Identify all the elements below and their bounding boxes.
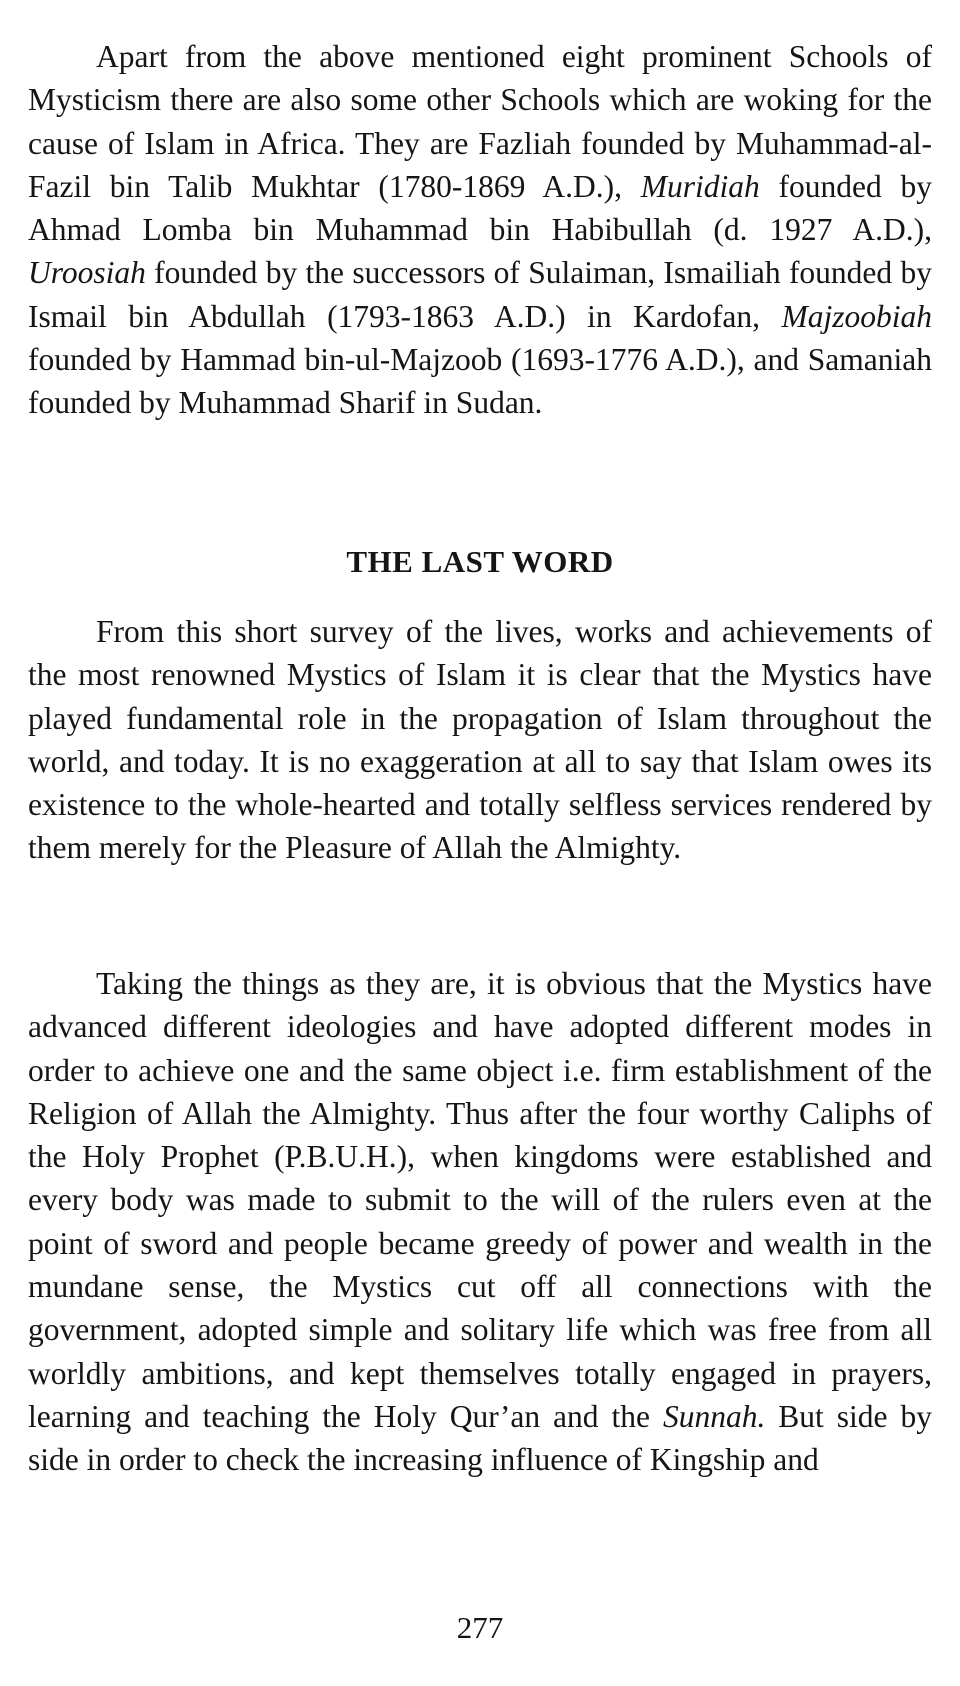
- paragraph-survey: [28, 610, 932, 870]
- paragraph-text: Apart from the above mentioned eight prominent Schools of Mysticism there are also some other Schools which are woking for the cause of Islam in Africa. They are Fazliah founded by Muhammad-al-Fazil bin Talib Mukhtar (1780-1869 A.D.),: [28, 39, 932, 204]
- paragraph-text: Taking the things as they are, it is obvious that the Mystics have advanced different ideologies and have adopted different modes in order to achieve one and the same object i.e. firm establishment of the Religion of Allah the Almighty. Thus after the four worthy Caliphs of the Holy Prophet (P.B.U.H.), when kingdoms were established and every body was made to submit to the will of the rulers even at the point of sword and people became greedy of power and wealth in the mundane sense, the Mystics cut off all connections with the government, adopted simple and solitary life which was free from all worldly ambitions, and kept themselves totally engaged in prayers, learning and teaching the Holy Qur’an and the: [28, 966, 932, 1434]
- italic-term-majzoobiah: Majzoobiah: [781, 298, 932, 334]
- paragraph-text: founded by the successors of Sulaiman, Ismailiah founded by Ismail bin Abdullah (1793-1863 A.D.) in Kardofan,: [28, 255, 932, 334]
- italic-term-muridiah: Muridiah: [640, 168, 760, 204]
- paragraph-ideologies: [28, 962, 932, 1482]
- paragraph-text: From this short survey of the lives, works and achievements of the most renowned Mystics of Islam it is clear that the Mystics have played fundamental role in the propagation of Islam throughout the world, and today. It is no exaggeration at all to say that Islam owes its existence to the whole-hearted and totally selfless services rendered by them merely for the Pleasure of Allah the Almighty.: [28, 614, 932, 866]
- section-heading: THE LAST WORD: [346, 544, 614, 579]
- paragraph-other-schools: [28, 35, 932, 425]
- italic-term-sunnah: Sunnah.: [662, 1398, 766, 1434]
- paragraph-text: founded by Hammad bin-ul-Majzoob (1693-1776 A.D.), and Samaniah founded by Muhammad Sharif in Sudan.: [28, 342, 932, 421]
- italic-term-uroosiah: Uroosiah: [28, 255, 146, 291]
- paragraph-text: But side by side in order to check the increasing influence of Kingship and: [28, 1398, 932, 1478]
- paragraph-text: founded by Ahmad Lomba bin Muhammad bin Habibullah (d. 1927 A.D.),: [28, 168, 932, 248]
- page-number: 277: [456, 1610, 504, 1645]
